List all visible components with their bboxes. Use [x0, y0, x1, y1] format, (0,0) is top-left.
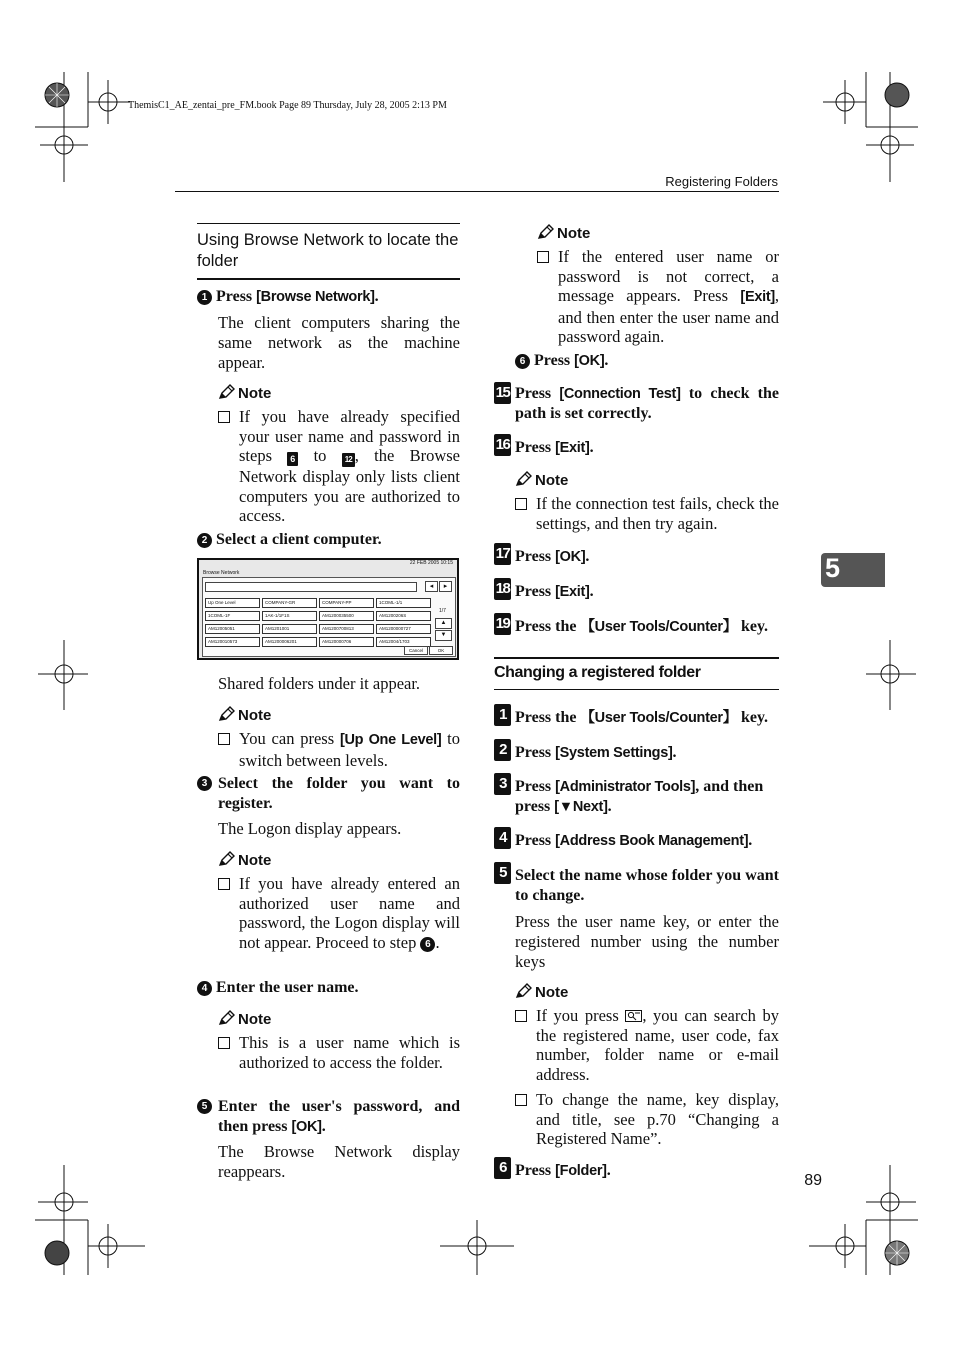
- client-computer-button: AM12004/1703: [376, 637, 431, 647]
- change-step-6: 6 Press [Folder].: [494, 1157, 779, 1181]
- step-15: 15 Press [Connection Test] to check the path is set correctly.: [495, 384, 779, 422]
- step-ref: 6: [420, 937, 435, 952]
- checkbox-bullet-icon: [515, 1010, 527, 1022]
- page-number: 89: [804, 1172, 822, 1189]
- checkbox-bullet-icon: [515, 498, 527, 510]
- note-6-heading: Note: [515, 471, 568, 489]
- step-number: 6: [494, 1157, 511, 1179]
- step-number: 5: [197, 1099, 212, 1114]
- exit-key: [Exit]: [555, 440, 590, 456]
- browse-network-screenshot: [197, 558, 459, 660]
- step-ref: 12: [342, 453, 355, 467]
- section2-rule-bottom: [494, 689, 779, 690]
- step-2: 2 Select a client computer.: [197, 530, 460, 550]
- step-18: 18 Press [Exit].: [495, 580, 594, 600]
- step-19: 19 Press the 【User Tools/Counter】 key.: [495, 615, 769, 635]
- screen-page-indicator: 1/7: [439, 608, 446, 614]
- step-number: 5: [494, 862, 511, 884]
- client-computer-button: AM120010573: [205, 637, 260, 647]
- chapter-tab: [821, 553, 885, 587]
- step-number: 15: [494, 382, 511, 404]
- user-tools-counter-key: 【User Tools/Counter】: [580, 710, 737, 726]
- client-computer-button: 1COML-1/1: [376, 598, 431, 608]
- note-7-heading: Note: [515, 983, 568, 1001]
- step-number: 17: [494, 543, 511, 565]
- note-1-heading: Note: [218, 384, 271, 402]
- change-step-4: 4 Press [Address Book Management].: [494, 827, 779, 851]
- pencil-icon: [218, 851, 235, 867]
- step-4: 4 Enter the user name.: [197, 978, 460, 998]
- screen-date: 22 FEB 2005 10:15: [409, 560, 453, 566]
- step-ref: 6: [287, 452, 298, 466]
- checkbox-bullet-icon: [537, 251, 549, 263]
- address-book-management-key: [Address Book Management]: [555, 833, 749, 849]
- client-computer-button: AM1200006201: [262, 637, 317, 647]
- file-info: ThemisC1_AE_zentai_pre_FM.book Page 89 Thursday, July 28, 2005 2:13 PM: [128, 100, 447, 111]
- ok-key: [OK]: [555, 549, 586, 565]
- step-6: 6 Press [OK].: [515, 351, 779, 371]
- pencil-icon: [537, 224, 554, 240]
- checkbox-bullet-icon: [218, 1037, 230, 1049]
- step-number: 4: [494, 827, 511, 849]
- ok-key: [OK]: [291, 1119, 322, 1135]
- client-computer-button: AM12005051: [205, 624, 260, 634]
- client-computer-button: COMPANY-GR: [262, 598, 317, 608]
- step-1-body: The client computers sharing the same network as the machine appear.: [218, 313, 460, 372]
- note-5-heading: Note: [537, 224, 590, 242]
- connection-test-key: [Connection Test]: [559, 386, 681, 402]
- exit-key: [Exit]: [740, 289, 775, 306]
- step-number: 2: [494, 739, 511, 761]
- step-16: 16 Press [Exit].: [495, 436, 594, 456]
- section-title: Using Browse Network to locate the folder: [197, 231, 459, 270]
- chapter-number: 5: [825, 553, 841, 583]
- change-step-3: 3 Press [Administrator Tools], and then press [▼Next].: [494, 773, 779, 817]
- note-1-item: If you have already specified your user name and password in steps 6 to 12 , the Browse Network display only lists client computers you are authorized to access.: [218, 407, 460, 526]
- step-number: 18: [494, 578, 511, 600]
- screen-cancel-button: Cancel: [404, 646, 428, 655]
- step-number: 16: [494, 434, 511, 456]
- step-number: 4: [197, 981, 212, 996]
- section-rule-bottom: [197, 278, 460, 280]
- pencil-icon: [218, 1010, 235, 1026]
- search-key-icon: [625, 1010, 642, 1022]
- exit-key: [Exit]: [555, 584, 590, 600]
- pencil-icon: [218, 706, 235, 722]
- note-5-item: If the entered user name or password is not correct, a message appears. Press [Exit], and then enter the user name and password again.: [537, 247, 779, 347]
- client-computer-button: AM1200700813: [319, 624, 374, 634]
- client-computer-button: AM1200206S: [376, 611, 431, 621]
- client-computer-button: AM120000706: [319, 637, 374, 647]
- header-rule: [175, 191, 779, 192]
- section-rule-top: [197, 223, 460, 224]
- client-computer-button: AM1200000727: [376, 624, 431, 634]
- note-4-item: This is a user name which is authorized to access the folder.: [218, 1033, 460, 1072]
- note-7-item-2: To change the name, key display, and title, see p.70 “Changing a Registered Name”.: [515, 1090, 779, 1149]
- step-number: 2: [197, 533, 212, 548]
- step-number: 1: [494, 704, 511, 726]
- next-key: [▼Next]: [554, 799, 608, 815]
- pencil-icon: [218, 384, 235, 400]
- client-computer-button: AM1201001: [262, 624, 317, 634]
- pencil-icon: [515, 983, 532, 999]
- up-one-level-button: Up One Level: [205, 598, 260, 608]
- step-number: 19: [494, 613, 511, 635]
- note-2-item: You can press [Up One Level] to switch between levels.: [218, 729, 460, 770]
- screen-ok-button: OK: [429, 646, 453, 655]
- change-step-1: 1 Press the 【User Tools/Counter】 key.: [494, 704, 779, 728]
- step-3-body: The Logon display appears.: [218, 819, 402, 838]
- note-3-item: If you have already entered an authorized user name and password, the Logon display will not appear. Proceed to step 6 .: [218, 874, 460, 952]
- note-7-item-1: If you press , you can search by the registered name, user code, fax number, folder name or e-mail address.: [515, 1006, 779, 1084]
- step-number: 3: [494, 773, 511, 795]
- user-tools-counter-key: 【User Tools/Counter】: [580, 619, 737, 635]
- client-computer-button: 1AK-1/1F1S: [262, 611, 317, 621]
- client-computer-button: AM1200035500: [319, 611, 374, 621]
- section2-title: Changing a registered folder: [494, 664, 701, 681]
- checkbox-bullet-icon: [218, 878, 230, 890]
- step-2-body: Shared folders under it appear.: [218, 674, 421, 693]
- next-arrow-icon: ▸: [439, 581, 452, 592]
- checkbox-bullet-icon: [218, 733, 230, 745]
- step-5-body: The Browse Network display reappears.: [218, 1142, 460, 1181]
- up-one-level-key: [Up One Level]: [339, 732, 442, 748]
- ok-key: [OK]: [574, 353, 605, 369]
- step-number: 6: [515, 354, 530, 369]
- step-3: 3 Select the folder you want to register.: [197, 774, 460, 814]
- note-3-heading: Note: [218, 851, 271, 869]
- note-6-item: If the connection test fails, check the settings, and then try again.: [515, 494, 779, 533]
- change-step-5: 5 Select the name whose folder you want to change.: [494, 862, 779, 906]
- checkbox-bullet-icon: [515, 1094, 527, 1106]
- step-number: 3: [197, 776, 212, 791]
- note-2-heading: Note: [218, 706, 271, 724]
- step-number: 1: [197, 290, 212, 305]
- checkbox-bullet-icon: [218, 411, 230, 423]
- browse-network-key: [Browse Network]: [256, 289, 375, 305]
- section2-rule-top: [494, 657, 779, 659]
- administrator-tools-key: [Administrator Tools]: [555, 779, 696, 795]
- scroll-down-icon: ▼: [435, 630, 452, 641]
- step-5: 5 Enter the user's password, and then press [OK].: [197, 1097, 460, 1137]
- step-1: 1 Press [Browse Network].: [197, 287, 460, 307]
- change-step-5-body: Press the user name key, or enter the registered number using the number keys: [515, 912, 779, 971]
- change-step-2: 2 Press [System Settings].: [494, 739, 779, 763]
- note-4-heading: Note: [218, 1010, 271, 1028]
- running-head: Registering Folders: [665, 174, 778, 189]
- client-computer-button: 1COML-1F: [205, 611, 260, 621]
- pencil-icon: [515, 471, 532, 487]
- prev-arrow-icon: ◂: [425, 581, 438, 592]
- scroll-up-icon: ▲: [435, 618, 452, 629]
- folder-key: [Folder]: [555, 1163, 607, 1179]
- screen-title: Browse Network: [203, 570, 240, 576]
- step-17: 17 Press [OK].: [495, 545, 590, 565]
- client-computer-button: COMPANY-PP: [319, 598, 374, 608]
- system-settings-key: [System Settings]: [555, 745, 673, 761]
